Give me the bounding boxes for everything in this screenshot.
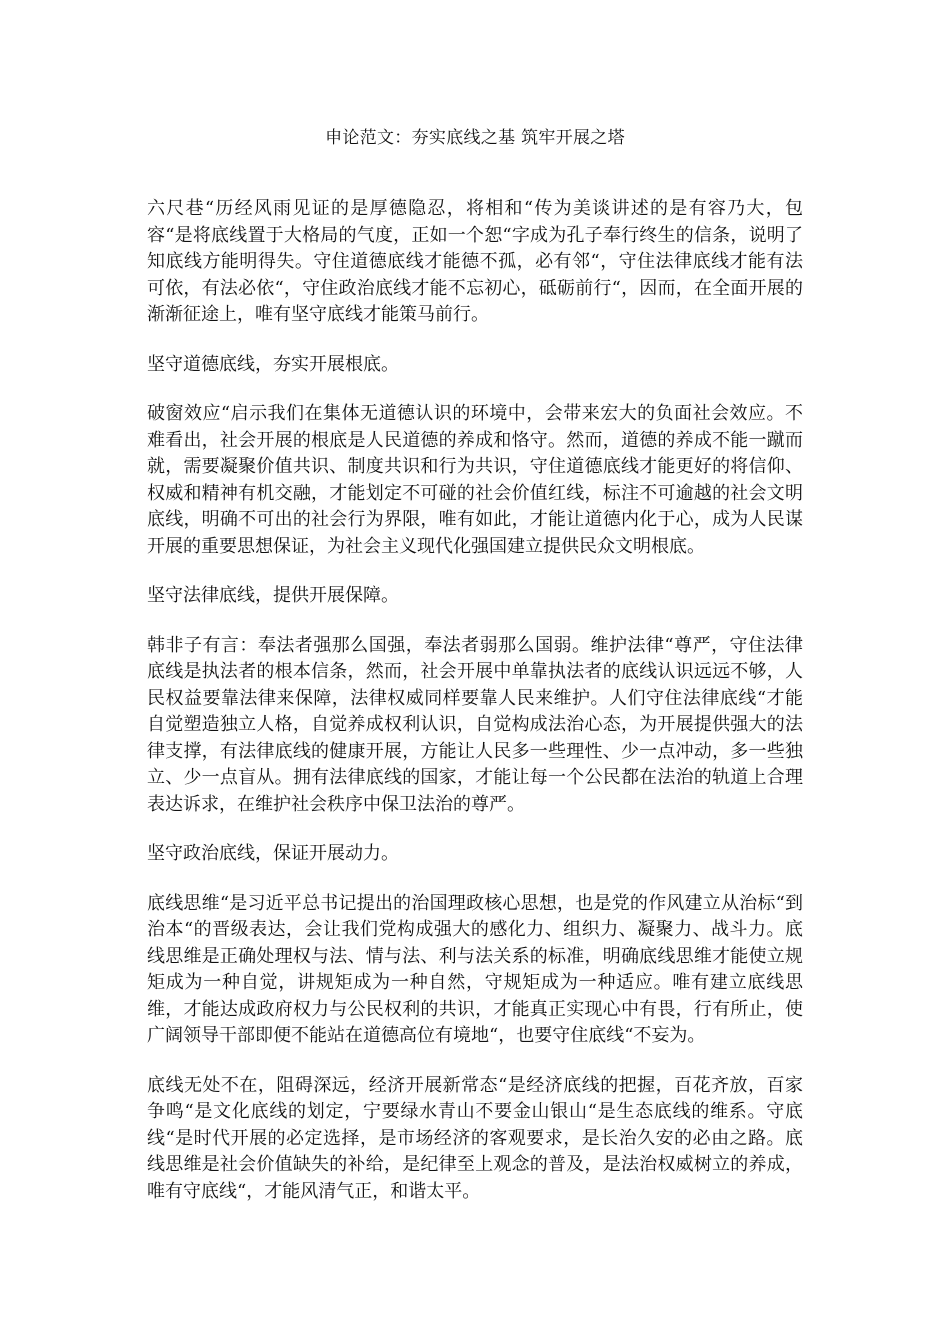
intro-paragraph: 六尺巷“历经风雨见证的是厚德隐忍，将相和“传为美谈讲述的是有容乃大，包容“是将底线置于大格局的气度，正如一个恕“字成为孔子奉行终生的信条，说明了知底线方能明得失。守住道德底线才能德不孤，必有邻“，守住法律底线才能有法可依，有法必依“，守住政治底线才能不忘初心，砥砺前行“，因而，在全面开展的渐渐征途上，唯有坚守底线才能策马前行。 (147, 198, 803, 325)
conclusion-paragraph: 底线无处不在，阻碍深远，经济开展新常态“是经济底线的把握，百花齐放，百家争鸣“是文化底线的划定，宁要绿水青山不要金山银山“是生态底线的维系。守底线“是时代开展的必定选择，是市场经济的客观要求，是长治久安的必由之路。底线思维是社会价值缺失的补给，是纪律至上观念的普及，是法治权威树立的养成，唯有守底线“，才能风清气正，和谐太平。 (147, 1074, 803, 1202)
document-title: 申论范文：夯实底线之基 筑牢开展之塔 (325, 128, 625, 148)
section-heading-law: 坚守法律底线，提供开展保障。 (147, 585, 399, 606)
law-paragraph: 韩非子有言：奉法者强那么国强，奉法者弱那么国弱。维护法律“尊严，守住法律底线是执法者的根本信条，然而，社会开展中单靠执法者的底线认识远远不够，人民权益要靠法律来保障，法律权威同样要靠人民来维护。人们守住法律底线“才能自觉塑造独立人格，自觉养成权利认识，自觉构成法治心态，为开展提供强大的法律支撑，有法律底线的健康开展，方能让人民多一些理性、少一点冲动，多一些独立、少一点盲从。拥有法律底线的国家，才能让每一个公民都在法治的轨道上合理表达诉求，在维护社会秩序中保卫法治的尊严。 (147, 634, 803, 815)
moral-paragraph: 破窗效应“启示我们在集体无道德认识的环境中，会带来宏大的负面社会效应。不难看出，社会开展的根底是人民道德的养成和恪守。然而，道德的养成不能一蹴而就，需要凝聚价值共识、制度共识和行为共识，守住道德底线才能更好的将信仰、权威和精神有机交融，才能划定不可碰的社会价值红线，标注不可逾越的社会文明底线，明确不可出的社会行为界限，唯有如此，才能让道德内化于心，成为人民谋开展的重要思想保证，为社会主义现代化强国建立提供民众文明根底。 (147, 403, 803, 557)
section-heading-moral: 坚守道德底线，夯实开展根底。 (147, 353, 399, 375)
document-body (147, 196, 803, 1228)
politics-paragraph: 底线思维“是习近平总书记提出的治国理政核心思想，也是党的作风建立从治标“到治本“的晋级表达，会让我们党构成强大的感化力、组织力、凝聚力、战斗力。底线思维是正确处理权与法、情与法、利与法关系的标准，明确底线思维才能使立规矩成为一种自觉，讲规矩成为一种自然，守规矩成为一种适应。唯有建立底线思维，才能达成政府权力与公民权利的共识，才能真正实现心中有畏，行有所止，使广阔领导干部即便不能站在道德高位有境地“，也要守住底线“不妄为。 (147, 892, 803, 1046)
section-heading-politics: 坚守政治底线，保证开展动力。 (147, 843, 399, 864)
